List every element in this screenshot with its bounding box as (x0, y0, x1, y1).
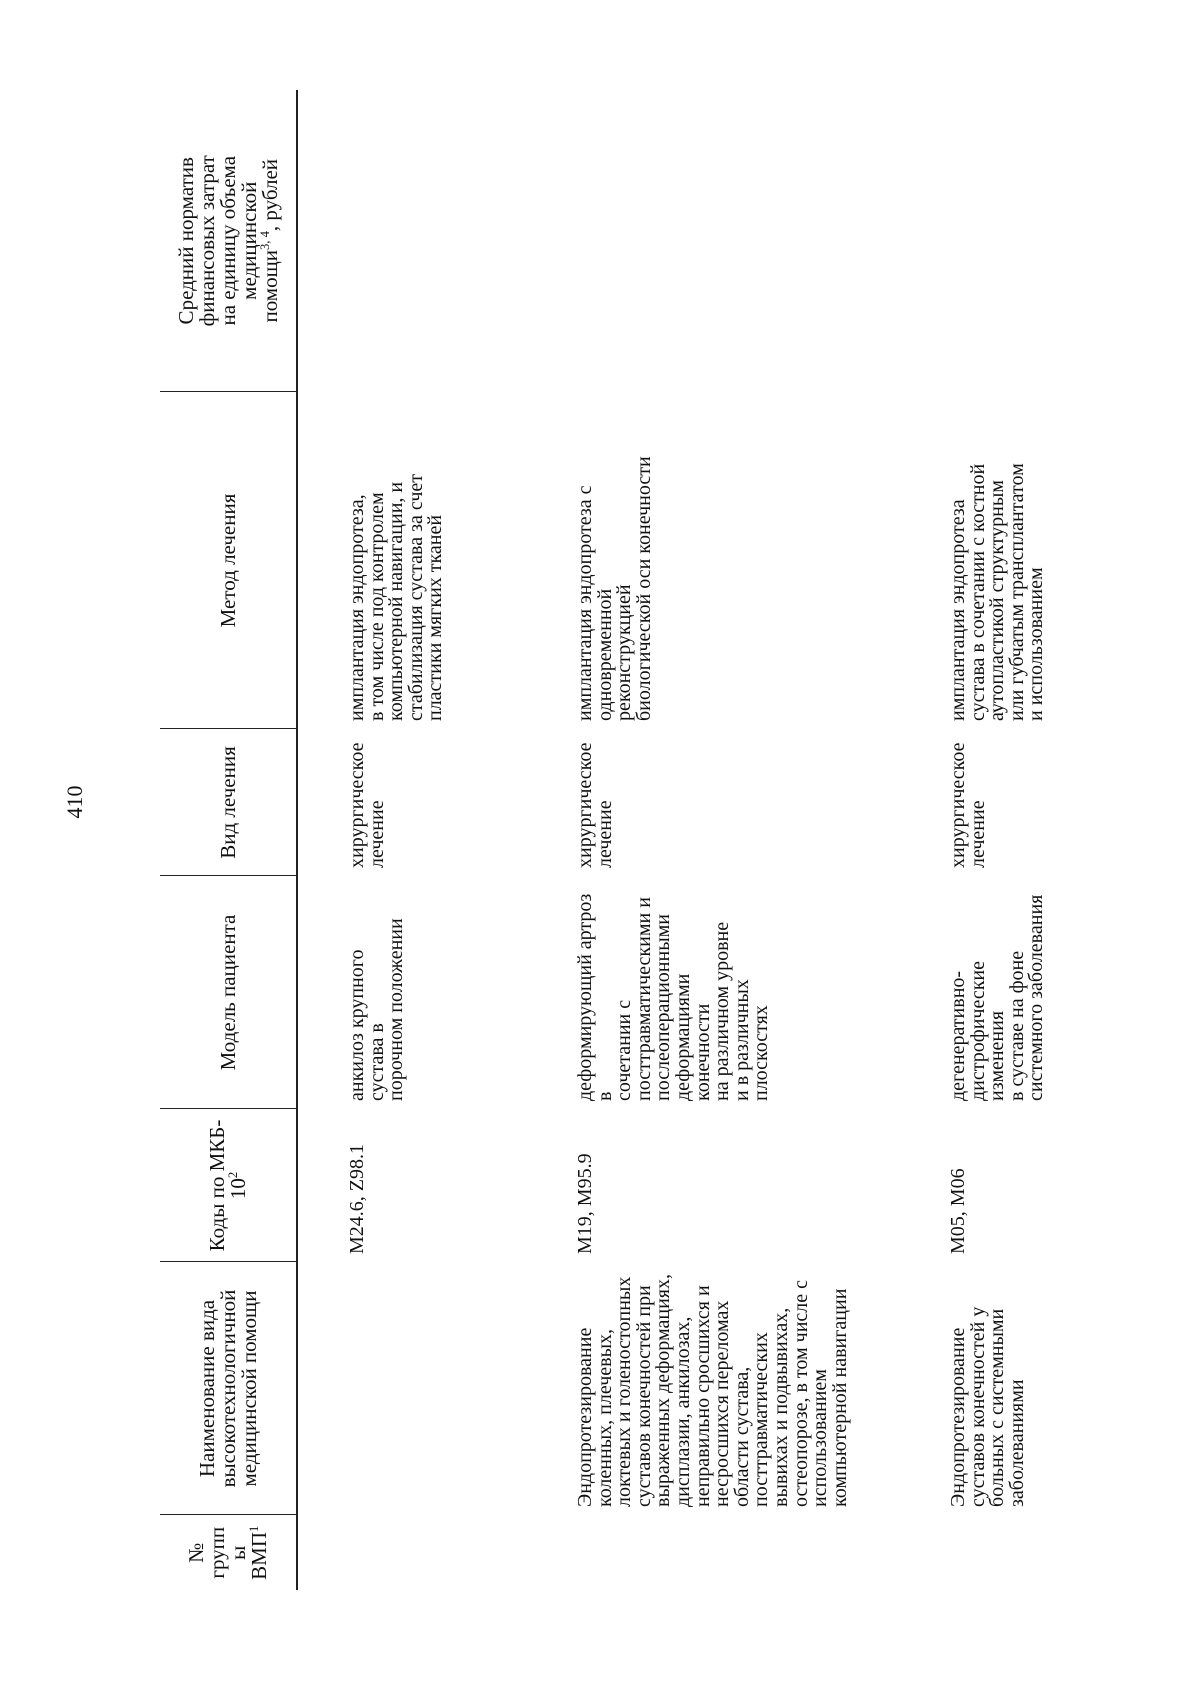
cell-patient-model: анкилоз крупного сустава в порочном положении (346, 918, 408, 1101)
cell-cost (297, 90, 526, 392)
header-codes: Коды по МКБ- $10^2$ (160, 1109, 297, 1262)
header-name: Наименование вида высокотехнологичной медицинской помощи (160, 1262, 297, 1515)
cell-name: Эндопротезирование коленных, плечевых, локтевых и голеностопных суставов конечностей при выраженных деформациях, дисплазии, анкилозах, неправильно сросшихся и несросшихся переломах области сустава, посттравматических вывихах и подвывихах, остеопорозе, в том числе с использованием компьютерной навигации (574, 1274, 851, 1507)
header-treatment-type: Вид лечения (160, 729, 297, 876)
cell-cost (526, 90, 899, 392)
cell-patient-model: дегенеративно- дистрофические изменения в суставе на фоне системного заболевания (947, 894, 1048, 1101)
cell-group-no (899, 1515, 1179, 1590)
header-group-no: № групп ы ВМП$^1$ (160, 1515, 297, 1590)
cell-treatment-type: хирургическое лечение (346, 742, 388, 868)
table-row (899, 90, 1179, 1590)
header-patient-model: Модель пациента (160, 876, 297, 1109)
cell-name: Эндопротезирование суставов конечностей у больных с системными заболеваниями (947, 1306, 1028, 1507)
header-method: Метод лечения (160, 392, 297, 729)
cell-cost (899, 90, 1179, 392)
cell-treatment-type: хирургическое лечение (947, 742, 989, 868)
cell-codes: M24.6, Z98.1 (346, 1144, 368, 1254)
cell-method: имплантация эндопротеза сустава в сочетании с костной аутопластикой структурным или губчатым трансплантатом и использованием (947, 463, 1048, 721)
rotated-table-container (160, 90, 1060, 1590)
cell-patient-model: деформирующий артроз в сочетании с посттравматическими и послеоперационными деформациями конечности на различном уровне и в различных плоскостях (574, 893, 773, 1101)
treatment-table (160, 90, 1179, 1590)
cell-codes: M19, M95.9 (574, 1153, 596, 1254)
page-number: 410 (62, 785, 87, 819)
table-row (297, 90, 526, 1590)
table-row (526, 90, 899, 1590)
header-cost: Средний норматив финансовых затрат на единицу объема медицинской помощи$^{3, 4}$, рублей (160, 90, 297, 392)
cell-group-no (526, 1515, 899, 1590)
table-header-row (160, 90, 297, 1590)
cell-method: имплантация эндопротеза с одновременной реконструкцией биологической оси конечности (574, 456, 655, 721)
cell-treatment-type: хирургическое лечение (574, 742, 616, 868)
cell-codes: M05, M06 (947, 1168, 969, 1254)
cell-group-no (297, 1515, 526, 1590)
cell-method: имплантация эндопротеза, в том числе под контролем компьютерной навигации, и стабилизация сустава за счет пластики мягких тканей (346, 473, 447, 721)
cell-name (297, 1262, 526, 1515)
